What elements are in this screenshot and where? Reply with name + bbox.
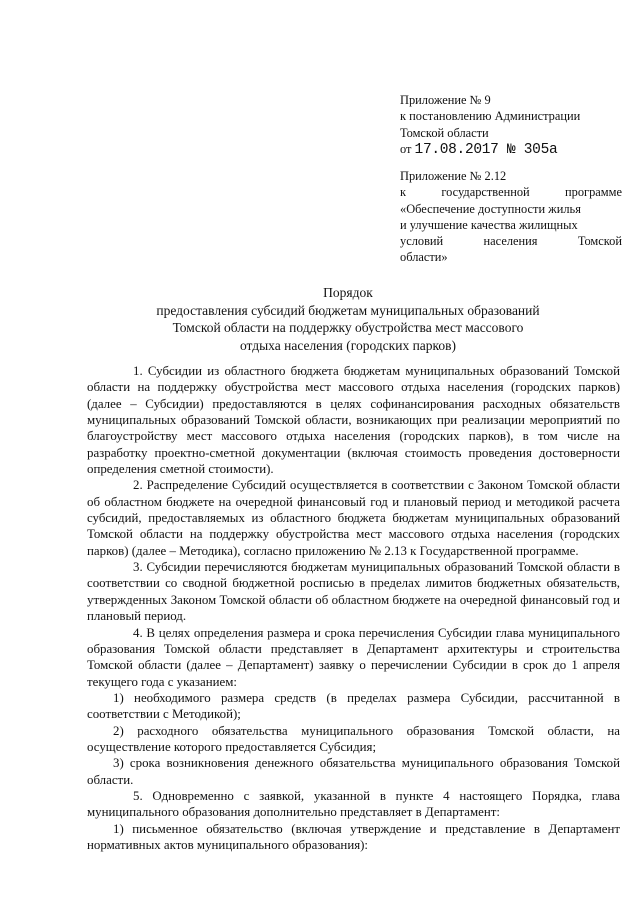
appendix-9-date-stamp: 17.08.2017 № 305а: [414, 141, 558, 158]
title-line-3: отдыха населения (городских парков): [239, 337, 457, 353]
appendix-2-12-title: Приложение № 2.12: [400, 169, 507, 183]
appendix-2-12-line-2: к государственной программе: [400, 185, 622, 200]
appendix-2-12-line-4: и улучшение качества жилищных: [400, 217, 578, 232]
appendix-2-12-line-6: области»: [400, 250, 448, 265]
paragraph-4-item-3: 3) срока возникновения денежного обязательства муниципального образования Томской области.: [87, 756, 620, 787]
paragraph-4-item-1: 1) необходимого размера средств (в пределах размера Субсидии, рассчитанной в соответствии с Методикой);: [87, 690, 620, 722]
paragraph-4-item-2: 2) расходного обязательства муниципального образования Томской области, на осуществление которого предоставляется Субсидия;: [87, 723, 620, 754]
paragraph-2: 2. Распределение Субсидий осуществляется в соответствии с Законом Томской области об областном бюджете на очередной финансовый год и плановый период и методикой расчета субсидий, предоставляемых из областного бюджета бюджетам муниципальных образований Томской области на поддержку обустройства мест массового отдыха населения (городских парков) (далее – Методика), согласно приложению № 2.13 к Государственной программе.: [87, 478, 620, 558]
document-title: [80, 284, 616, 354]
title-heading: Порядок: [323, 285, 373, 300]
appendix-9-date-line: [400, 141, 622, 158]
appendix-9-region: Томской области: [400, 125, 489, 140]
title-line-1: предоставления субсидий бюджетам муниципальных образований: [156, 302, 540, 318]
appendix-9-block: [400, 92, 622, 158]
paragraph-5: 5. Одновременно с заявкой, указанной в пункте 4 настоящего Порядка, глава муниципального образования дополнительно представляет в Департамент:: [87, 788, 620, 820]
appendix-2-12-line-5: условий населения Томской: [400, 234, 622, 249]
appendix-9-title: Приложение № 9: [400, 93, 491, 107]
appendix-2-12-line-3: «Обеспечение доступности жилья: [400, 201, 581, 216]
appendix-2-12-block: [400, 168, 622, 266]
paragraph-5-item-1: 1) письменное обязательство (включая утверждение и представление в Департамент нормативных актов муниципального образования):: [87, 821, 620, 852]
appendix-9-date-prefix: от: [400, 141, 415, 156]
paragraph-4: 4. В целях определения размера и срока перечисления Субсидии глава муниципального образования Томской области представляет в Департамент архитектуры и строительства Томской области (далее – Департамент) заявку о перечислении Субсидии в срок до 1 апреля текущего года с указанием:: [87, 625, 620, 689]
appendix-9-resolution: к постановлению Администрации: [400, 109, 581, 124]
paragraph-3: 3. Субсидии перечисляются бюджетам муниципальных образований Томской области в соответствии со сводной бюджетной росписью в пределах лимитов бюджетных обязательств, утвержденных Законом Томской области об областном бюджете на очередной финансовый год и плановый период.: [87, 560, 620, 624]
document-body: [87, 363, 620, 853]
title-line-2: Томской области на поддержку обустройства мест массового: [172, 320, 524, 336]
paragraph-1: 1. Субсидии из областного бюджета бюджетам муниципальных образований Томской области на поддержку обустройства мест массового отдыха населения (городских парков) (далее – Субсидии) предоставляются в целях софинансирования расходных обязательств муниципальных образований Томской области, возникающих при реализации мероприятий по благоустройству мест массового отдыха населения (городских парков), в том числе на разработку проектно-сметной документации (включая стоимость проведения достоверности определения сметной стоимости).: [87, 364, 620, 477]
